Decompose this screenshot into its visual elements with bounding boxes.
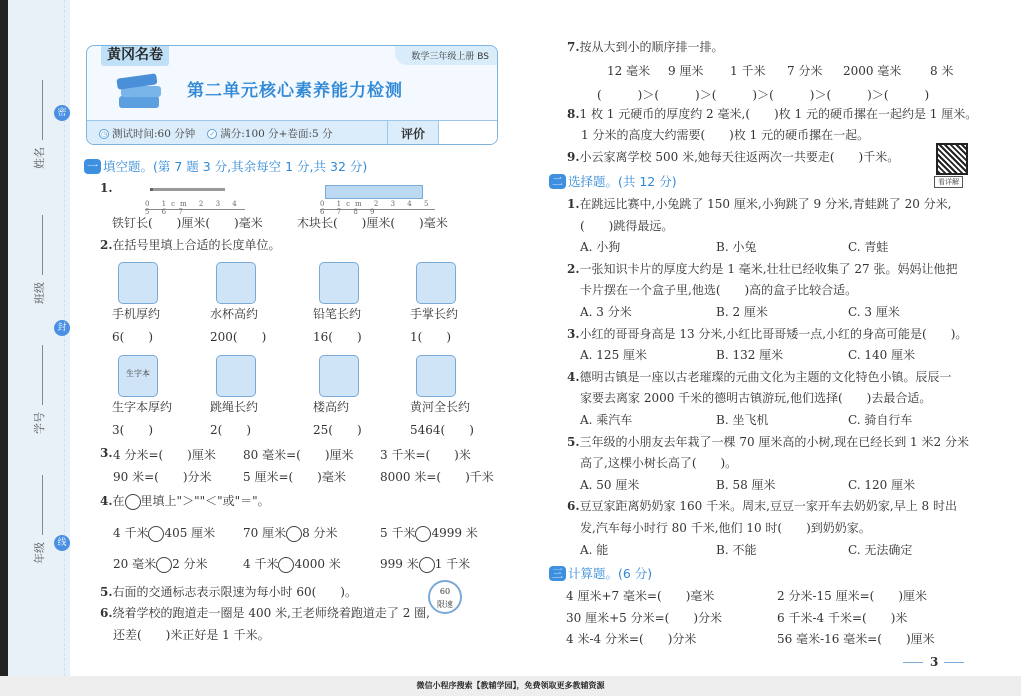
compare-circle[interactable] — [286, 526, 302, 542]
item-answer-blank — [210, 421, 251, 438]
question-text: 3 千米=( )米 — [380, 448, 471, 462]
question-text: 9 厘米 — [668, 64, 704, 78]
section-multiple-choice — [549, 172, 677, 190]
left-value: 4 千米 — [243, 557, 279, 571]
question-text: 一张知识卡片的厚度大约是 1 毫米,壮壮已经收集了 27 张。妈妈让他把 — [579, 261, 958, 276]
question-text: C. 120 厘米 — [848, 477, 916, 492]
question-text: 12 毫米 — [607, 64, 651, 78]
item-label — [210, 398, 258, 415]
question-text: 7 分米 — [787, 64, 823, 78]
question-number: 1. — [567, 197, 580, 211]
clock-icon: ◷ — [100, 129, 108, 138]
compare-item — [243, 555, 341, 573]
question-number: 3. — [100, 446, 113, 460]
choice-option-b[interactable] — [716, 238, 756, 255]
sign-text: 限速 — [437, 600, 453, 609]
calc-item — [777, 609, 907, 626]
item-answer-blank — [210, 328, 266, 345]
order-item — [668, 62, 703, 79]
question-text: ( )＞( )＞( )＞( )＞( )＞( ) — [597, 88, 930, 102]
question-text: 楼高约 — [313, 400, 350, 414]
right-value: 8 分米 — [302, 526, 338, 540]
divider — [903, 662, 923, 663]
question-text: 2 分米-15 厘米=( )厘米 — [777, 589, 928, 603]
question-number: 1. — [100, 181, 113, 195]
choice-question-line2 — [580, 389, 931, 406]
question-number: 7. — [567, 40, 580, 54]
question-text: 木块长( )厘米( )毫米 — [297, 216, 448, 230]
choice-question — [567, 325, 967, 342]
question-text: 4 分米=( )厘米 — [113, 448, 216, 462]
question-text: B. 132 厘米 — [716, 348, 784, 363]
choice-option-b[interactable] — [716, 541, 756, 558]
question-number: 6. — [100, 606, 113, 620]
question-text: 5 厘米=( )毫米 — [243, 470, 346, 484]
question-text: 黄河全长约 — [410, 400, 471, 414]
choice-option-c[interactable] — [848, 541, 912, 558]
question-number: 4. — [100, 494, 113, 508]
compare-circle[interactable] — [419, 557, 435, 573]
item-answer-blank — [313, 421, 362, 438]
choice-option-a[interactable] — [580, 303, 632, 320]
choice-question — [567, 260, 958, 277]
page-number: 3 — [930, 655, 939, 669]
section-number: 二 — [549, 174, 566, 189]
question-text: 按从大到小的顺序排一排。 — [579, 40, 724, 54]
item-2-picture — [319, 262, 359, 304]
question-text: 小红的哥哥身高是 13 分米,小红比哥哥矮一点,小红的身高可能是( )。 — [579, 326, 968, 341]
question-text: C. 3 厘米 — [848, 305, 900, 319]
choice-option-b[interactable] — [716, 411, 768, 428]
question-number: 3. — [567, 326, 580, 341]
question-text: 手机厚约 — [112, 307, 161, 321]
question-text: 生字本厚约 — [112, 400, 173, 414]
brand-logo: 黄冈名卷 — [101, 45, 169, 66]
blank-line[interactable] — [42, 215, 43, 275]
conversion-item — [243, 468, 346, 485]
ruler-block: 0 1cm 2 3 4 5 6 7 8 9 — [320, 200, 434, 216]
compare-circle[interactable] — [415, 526, 431, 542]
choice-option-c[interactable] — [848, 303, 900, 320]
question-number: 2. — [100, 238, 113, 252]
question-number: 5. — [100, 585, 113, 599]
question-text: 2000 毫米 — [843, 64, 902, 78]
question-number: 5. — [567, 434, 580, 449]
question-text: 1 分米的高度大约需要( )枚 1 元的硬币摞在一起。 — [581, 128, 870, 142]
question-text: 铁钉长( )厘米( )毫米 — [112, 216, 263, 230]
speed-limit-sign — [428, 580, 462, 614]
question-text: 还差( )米正好是 1 千米。 — [113, 628, 270, 642]
question-text: C. 140 厘米 — [848, 348, 916, 363]
item-0-picture — [118, 262, 158, 304]
q4 — [100, 492, 270, 510]
question-text: 25( ) — [313, 423, 362, 437]
choice-option-a[interactable] — [580, 541, 608, 558]
choice-option-b[interactable] — [716, 476, 776, 493]
question-text: 发,汽车每小时行 80 千米,他们 10 时( )到奶奶家。 — [580, 521, 871, 535]
full-score: 满分:100 分+卷面:5 分 — [220, 128, 333, 140]
section-number: 三 — [549, 566, 566, 581]
question-text: 8 米 — [930, 64, 954, 78]
qr-code[interactable] — [936, 143, 968, 175]
left-value: 999 米 — [380, 557, 419, 571]
choice-option-c[interactable] — [848, 411, 912, 428]
item-1-picture — [216, 262, 256, 304]
q6-line2 — [113, 626, 270, 643]
q3 — [100, 446, 113, 460]
question-text: B. 不能 — [716, 542, 757, 557]
evaluation-label: 评价 — [387, 121, 439, 145]
blank-line[interactable] — [42, 80, 43, 140]
right-value: 4999 米 — [431, 526, 478, 540]
compare-item — [380, 524, 478, 542]
question-text: 手掌长约 — [410, 307, 459, 321]
ruler-nail: 0 1cm 2 3 4 5 6 7 — [145, 200, 245, 210]
question-text: A. 125 厘米 — [580, 348, 648, 363]
question-text: A. 50 厘米 — [580, 477, 640, 492]
question-text: 80 毫米=( )厘米 — [243, 448, 354, 462]
blank-line[interactable] — [42, 475, 43, 535]
calc-item — [566, 630, 696, 647]
question-text: 3( ) — [112, 423, 153, 437]
question-text: 2( ) — [210, 423, 251, 437]
question-text: 德明古镇是一座以古老璀璨的元曲文化为主题的文化特色小镇。辰辰一 — [579, 369, 952, 384]
notebook-icon: 生字本 — [126, 369, 150, 378]
question-text: C. 青蛙 — [848, 240, 889, 255]
question-text: ( )跳得最远。 — [580, 218, 674, 233]
right-value: 2 分米 — [172, 557, 208, 571]
sidebar-label-3: 年级 — [33, 542, 46, 564]
left-value: 4 千米 — [113, 526, 149, 540]
wood-block-image — [325, 185, 423, 199]
subject-tag: 数学三年级上册 BS — [395, 46, 497, 65]
conversion-item — [380, 468, 494, 485]
choice-question-line2 — [580, 217, 673, 234]
question-text: B. 坐飞机 — [716, 413, 769, 427]
item-3-picture — [416, 262, 456, 304]
footer-banner: 微信小程序搜索【教辅学园】，免费领取更多教辅资源 — [0, 676, 1021, 696]
compare-circle[interactable] — [148, 526, 164, 542]
test-time: 测试时间:60 分钟 — [112, 128, 196, 140]
choice-question — [567, 433, 969, 450]
compare-item — [243, 524, 338, 542]
question-text: 小云家离学校 500 米,她每天往返两次一共要走( )千米。 — [579, 150, 900, 164]
blank-line[interactable] — [42, 345, 43, 405]
question-text: A. 能 — [580, 542, 609, 557]
choice-option-b[interactable] — [716, 303, 768, 320]
choice-question — [567, 368, 952, 385]
question-text: 卡片摆在一个盒子里,他选( )高的盒子比较合适。 — [580, 283, 858, 298]
right-value: 4000 米 — [294, 557, 341, 571]
item-answer-blank — [410, 421, 474, 438]
question-text: C. 骑自行车 — [848, 413, 913, 427]
question-number: 6. — [567, 499, 580, 514]
q4-pre: 在 — [112, 494, 125, 508]
section-title: 计算题。(6 分) — [568, 566, 653, 581]
question-text: 6( ) — [112, 330, 153, 344]
order-item — [843, 62, 901, 79]
conversion-item — [113, 446, 216, 463]
q5 — [100, 583, 357, 600]
choice-question-line2 — [580, 454, 737, 471]
question-text: 6 千米-4 千米=( )米 — [777, 610, 908, 625]
left-value: 20 毫米 — [113, 557, 157, 571]
question-text: 4 米-4 分米=( )分米 — [566, 632, 697, 646]
calc-item — [566, 587, 714, 604]
question-text: 56 毫米-16 毫米=( )厘米 — [777, 632, 935, 646]
item-4-picture — [118, 355, 158, 397]
item-label — [410, 305, 458, 322]
question-text: 1 枚 1 元硬币的厚度约 2 毫米,( )枚 1 元的硬币摞在一起约是 1 厘米。 — [579, 107, 978, 121]
item-6-picture — [319, 355, 359, 397]
compare-item — [380, 555, 470, 573]
item-7-picture — [416, 355, 456, 397]
item-label — [112, 398, 172, 415]
sign-number: 60 — [439, 587, 451, 596]
left-value: 5 千米 — [380, 526, 416, 540]
qr-label: 看详解 — [934, 176, 963, 188]
choice-option-b[interactable] — [716, 346, 783, 363]
seal-2: 线 — [54, 535, 70, 551]
choice-option-c[interactable] — [848, 346, 915, 363]
seal-0: 密 — [54, 105, 70, 121]
sidebar-label-1: 班级 — [33, 282, 46, 304]
compare-item — [113, 524, 215, 542]
question-text: 5464( ) — [410, 423, 474, 437]
question-text: 豆豆家距离奶奶家 160 千米。周末,豆豆一家开车去奶奶家,早上 8 时出 — [579, 499, 957, 514]
question-text: B. 小兔 — [716, 240, 757, 255]
section-calculation — [549, 564, 652, 582]
sidebar-label-0: 姓名 — [33, 147, 46, 169]
block-length — [297, 214, 448, 231]
question-text: B. 2 厘米 — [716, 305, 768, 319]
section-fill-in — [84, 157, 367, 175]
q1 — [100, 181, 113, 195]
q2 — [100, 236, 281, 253]
question-text: 铅笔长约 — [313, 307, 362, 321]
conversion-item — [243, 446, 354, 463]
question-text: 高了,这棵小树长高了( )。 — [580, 456, 738, 471]
item-label — [410, 398, 470, 415]
question-text: A. 3 分米 — [580, 305, 632, 319]
choice-option-c[interactable] — [848, 238, 888, 255]
choice-option-a[interactable] — [580, 238, 620, 255]
item-label — [112, 305, 160, 322]
choice-option-a[interactable] — [580, 411, 632, 428]
item-label — [313, 305, 361, 322]
choice-question-line2 — [580, 519, 871, 536]
q7 — [567, 38, 724, 55]
item-5-picture — [216, 355, 256, 397]
seal-1: 封 — [54, 320, 70, 336]
q8-line2 — [581, 126, 869, 143]
question-number: 2. — [567, 261, 580, 276]
page-title: 第二单元核心素养能力检测 — [187, 81, 403, 101]
left-value: 70 厘米 — [243, 526, 287, 540]
question-text: B. 58 厘米 — [716, 477, 776, 492]
question-text: A. 小狗 — [580, 240, 621, 255]
q6 — [100, 604, 430, 621]
conversion-item — [380, 446, 471, 463]
question-text: 8000 米=( )千米 — [380, 470, 494, 484]
question-text: 三年级的小朋友去年栽了一棵 70 厘米高的小树,现在已经长到 1 米2 分米 — [579, 434, 969, 449]
nail-length — [112, 214, 263, 231]
question-text: 在括号里填上合适的长度单位。 — [112, 238, 281, 252]
question-text: 16( ) — [313, 330, 362, 344]
calc-item — [777, 587, 927, 604]
conversion-item — [113, 468, 212, 485]
section-title: 选择题。(共 12 分) — [568, 174, 677, 189]
order-item — [787, 62, 822, 79]
item-answer-blank — [112, 328, 153, 345]
question-number: 8. — [567, 107, 580, 121]
item-answer-blank — [112, 421, 153, 438]
choice-option-c[interactable] — [848, 476, 915, 493]
item-answer-blank — [410, 328, 451, 345]
question-text: 右面的交通标志表示限速为每小时 60( )。 — [112, 585, 357, 599]
question-text: 200( ) — [210, 330, 267, 344]
order-item — [930, 62, 953, 79]
question-text: 家要去离家 2000 千米的德明古镇游玩,他们选择( )去最合适。 — [580, 391, 932, 406]
item-answer-blank — [313, 328, 362, 345]
item-label — [210, 305, 258, 322]
check-icon: ✓ — [207, 129, 217, 139]
order-item — [730, 62, 765, 79]
calc-item — [777, 630, 935, 647]
section-title: 填空题。(第 7 题 3 分,其余每空 1 分,共 32 分) — [103, 159, 368, 174]
order-blanks — [597, 86, 929, 103]
question-text: 绕着学校的跑道走一圈是 400 米,王老师绕着跑道走了 2 圈, — [112, 606, 430, 620]
q4-post: 里填上"＞""＜"或"＝"。 — [140, 494, 270, 508]
compare-circle[interactable] — [278, 557, 294, 573]
choice-option-a[interactable] — [580, 476, 639, 493]
order-item — [607, 62, 650, 79]
compare-item — [113, 555, 208, 573]
q8 — [567, 105, 977, 122]
question-text: 90 米=( )分米 — [113, 470, 212, 484]
divider — [944, 662, 964, 663]
compare-circle — [125, 494, 141, 510]
right-value: 1 千米 — [434, 557, 471, 571]
question-text: 1( ) — [410, 330, 451, 344]
right-value: 405 厘米 — [164, 526, 216, 540]
section-number: 一 — [84, 159, 101, 174]
compare-circle[interactable] — [156, 557, 172, 573]
sidebar-label-2: 学号 — [33, 412, 46, 434]
q9 — [567, 148, 899, 165]
choice-question-line2 — [580, 281, 857, 298]
question-text: A. 乘汽车 — [580, 413, 633, 427]
question-text: 30 厘米+5 分米=( )分米 — [566, 610, 723, 625]
calc-item — [566, 609, 722, 626]
nail-image — [150, 188, 225, 191]
question-text: 跳绳长约 — [210, 400, 259, 414]
question-number: 9. — [567, 150, 580, 164]
question-text: 水杯高约 — [210, 307, 259, 321]
choice-question — [567, 497, 957, 514]
question-text: C. 无法确定 — [848, 542, 913, 557]
item-label — [313, 398, 349, 415]
question-text: 4 厘米+7 毫米=( )毫米 — [566, 589, 715, 603]
choice-option-a[interactable] — [580, 346, 647, 363]
question-text: 在跳远比赛中,小兔跳了 150 厘米,小狗跳了 9 分米,青蛙跳了 20 分米, — [579, 197, 952, 211]
choice-question — [567, 195, 952, 212]
question-number: 4. — [567, 369, 580, 384]
question-text: 1 千米 — [730, 64, 766, 78]
